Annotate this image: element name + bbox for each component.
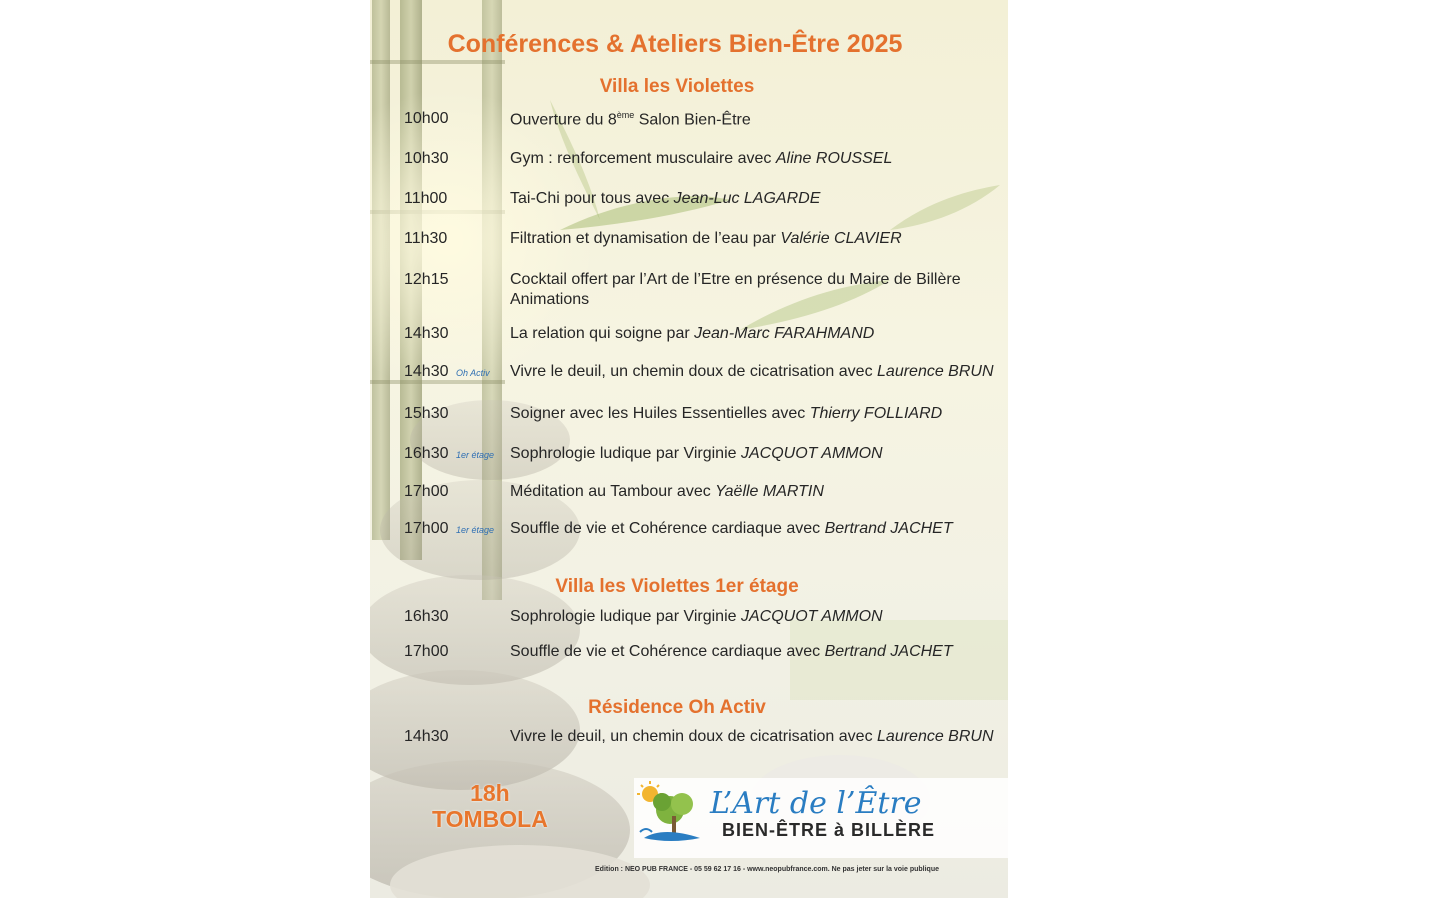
schedule-time: 17h00 <box>404 643 449 660</box>
schedule-time: 14h30 <box>404 325 449 342</box>
schedule-time: 14h30 <box>404 728 449 745</box>
footer-credits: Edition : NEO PUB FRANCE - 05 59 62 17 16 - www.neopubfrance.com. Ne pas jeter sur la voie publique <box>595 866 939 873</box>
location-tag: 1er étage <box>456 450 495 460</box>
schedule-time: 15h30 <box>404 405 449 422</box>
tree-sun-logo-icon <box>636 780 708 852</box>
schedule-time: 12h15 <box>404 271 449 288</box>
schedule-activity: Vivre le deuil, un chemin doux de cicatrisation avec Laurence BRUN <box>510 728 994 745</box>
poster <box>370 0 1008 898</box>
section-heading: Villa les Violettes 1er étage <box>555 576 799 597</box>
schedule-time: 10h30 <box>404 150 449 167</box>
location-tag: Oh Activ <box>456 368 490 378</box>
schedule-activity: Gym : renforcement musculaire avec Aline ROUSSEL <box>510 150 893 167</box>
section-heading: Villa les Violettes <box>599 76 755 97</box>
schedule-activity: Sophrologie ludique par Virginie JACQUOT AMMON <box>510 608 883 625</box>
schedule-activity: Filtration et dynamisation de l’eau par Valérie CLAVIER <box>510 230 902 247</box>
schedule-activity: Vivre le deuil, un chemin doux de cicatrisation avec Laurence BRUN <box>510 363 994 380</box>
bamboo-leaf <box>890 185 1000 230</box>
location-tag: 1er étage <box>456 525 495 535</box>
logo-script-text: L’Art de l’Être <box>710 786 922 821</box>
schedule-time: 11h00 <box>404 190 448 207</box>
schedule-activity: Soigner avec les Huiles Essentielles avec Thierry FOLLIARD <box>510 405 943 422</box>
schedule-time: 16h30 <box>404 608 449 625</box>
schedule-activity: Sophrologie ludique par Virginie JACQUOT AMMON <box>510 445 883 462</box>
tombola-callout <box>432 780 548 832</box>
schedule-time: 11h30 <box>404 230 448 247</box>
tombola-label: TOMBOLA <box>432 806 548 832</box>
schedule-activity: Souffle de vie et Cohérence cardiaque avec Bertrand JACHET <box>510 643 953 660</box>
logo-subtitle: BIEN-ÊTRE à BILLÈRE <box>722 820 936 840</box>
section-heading: Résidence Oh Activ <box>588 697 766 718</box>
schedule-activity: Cocktail offert par l’Art de l’Etre en présence du Maire de Billère <box>510 271 961 288</box>
schedule-time: 16h30 <box>404 445 449 462</box>
schedule-time: 17h00 <box>404 520 449 537</box>
schedule-activity-line2: Animations <box>510 291 590 308</box>
schedule-activity: Tai-Chi pour tous avec Jean-Luc LAGARDE <box>510 190 821 207</box>
schedule-activity: Souffle de vie et Cohérence cardiaque avec Bertrand JACHET <box>510 520 953 537</box>
schedule-activity: Ouverture du 8ème Salon Bien-Être <box>510 110 751 129</box>
schedule-activity: La relation qui soigne par Jean-Marc FARAHMAND <box>510 325 875 342</box>
schedule-activity: Méditation au Tambour avec Yaëlle MARTIN <box>510 483 824 500</box>
tombola-time: 18h <box>470 780 510 806</box>
page-title: Conférences & Ateliers Bien-Être 2025 <box>447 30 903 58</box>
schedule-time: 14h30 <box>404 363 449 380</box>
schedule-time: 10h00 <box>404 110 449 127</box>
schedule-time: 17h00 <box>404 483 449 500</box>
